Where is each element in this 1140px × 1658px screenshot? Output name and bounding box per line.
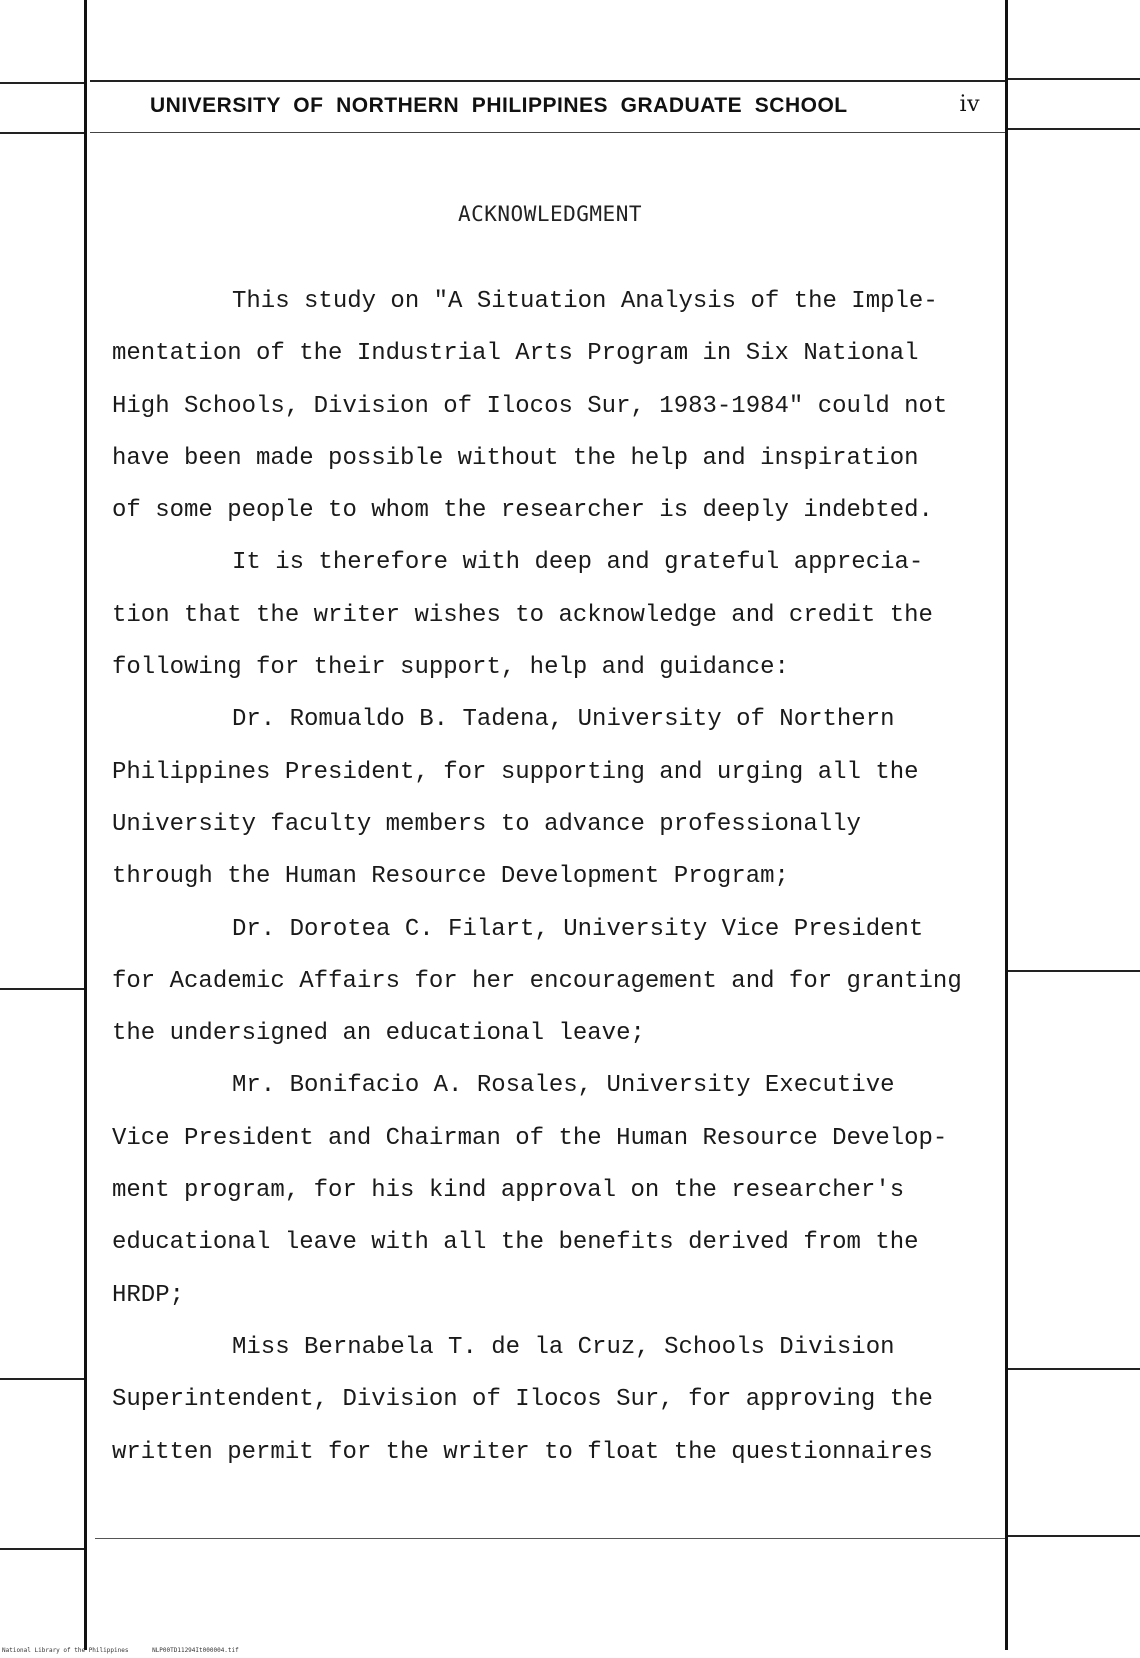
text-line: Philippines President, for supporting and urging all the [112, 758, 919, 786]
page-number: iv [959, 92, 980, 117]
text-line: mentation of the Industrial Arts Program in Six National [112, 340, 919, 368]
right-edge-rule [1008, 1368, 1140, 1370]
text-line: through the Human Resource Development Program; [112, 863, 789, 891]
text-line: the undersigned an educational leave; [112, 1020, 645, 1048]
right-edge-rule [1008, 970, 1140, 972]
page-title: ACKNOWLEDGMENT [457, 202, 642, 226]
text-line: educational leave with all the benefits derived from the [112, 1229, 919, 1257]
text-line: have been made possible without the help and inspiration [112, 444, 919, 472]
header-top-rule [90, 80, 1005, 82]
text-line: following for their support, help and guidance: [112, 654, 789, 682]
school-name: UNIVERSITY OF NORTHERN PHILIPPINES GRADUATE SCHOOL [150, 94, 848, 117]
text-line: Miss Bernabela T. de la Cruz, Schools Division [232, 1333, 895, 1361]
text-line: ment program, for his kind approval on the researcher's [112, 1177, 905, 1205]
header-bottom-rule [90, 132, 1005, 133]
text-line: This study on "A Situation Analysis of the Imple- [232, 288, 938, 315]
acknowledgment-body [112, 276, 1012, 1479]
text-line: for Academic Affairs for her encouragement and for granting [112, 967, 962, 995]
text-line: It is therefore with deep and grateful apprecia- [232, 549, 924, 577]
left-edge-rule [0, 82, 84, 84]
text-line: Superintendent, Division of Ilocos Sur, for approving the [112, 1386, 933, 1414]
page-header [150, 94, 990, 124]
text-line: Dr. Dorotea C. Filart, University Vice President [232, 915, 924, 943]
text-line: written permit for the writer to float the questionnaires [112, 1438, 933, 1466]
text-line: HRDP; [112, 1281, 185, 1309]
text-line: University faculty members to advance professionally [112, 810, 861, 838]
left-edge-rule [0, 132, 84, 134]
text-line: Vice President and Chairman of the Human Resource Develop- [112, 1124, 948, 1152]
left-margin-rule [84, 0, 87, 1650]
text-line: of some people to whom the researcher is deeply indebted. [112, 497, 933, 525]
left-edge-rule [0, 1548, 84, 1550]
left-edge-rule [0, 1378, 84, 1380]
text-line: Dr. Romualdo B. Tadena, University of Northern [232, 706, 895, 734]
right-edge-rule [1008, 128, 1140, 130]
right-edge-rule [1008, 1535, 1140, 1537]
text-line: High Schools, Division of Ilocos Sur, 1983-1984" could not [112, 392, 948, 420]
scan-caption [2, 1647, 239, 1654]
footer-rule [95, 1538, 1005, 1539]
text-line: Mr. Bonifacio A. Rosales, University Executive [232, 1072, 895, 1100]
right-edge-rule [1008, 78, 1140, 80]
left-edge-rule [0, 988, 84, 990]
text-line: tion that the writer wishes to acknowledge and credit the [112, 601, 933, 629]
file-id-caption: NLP00TD11294It000004.tif [152, 1647, 239, 1654]
library-caption: National Library of the Philippines [2, 1647, 129, 1654]
